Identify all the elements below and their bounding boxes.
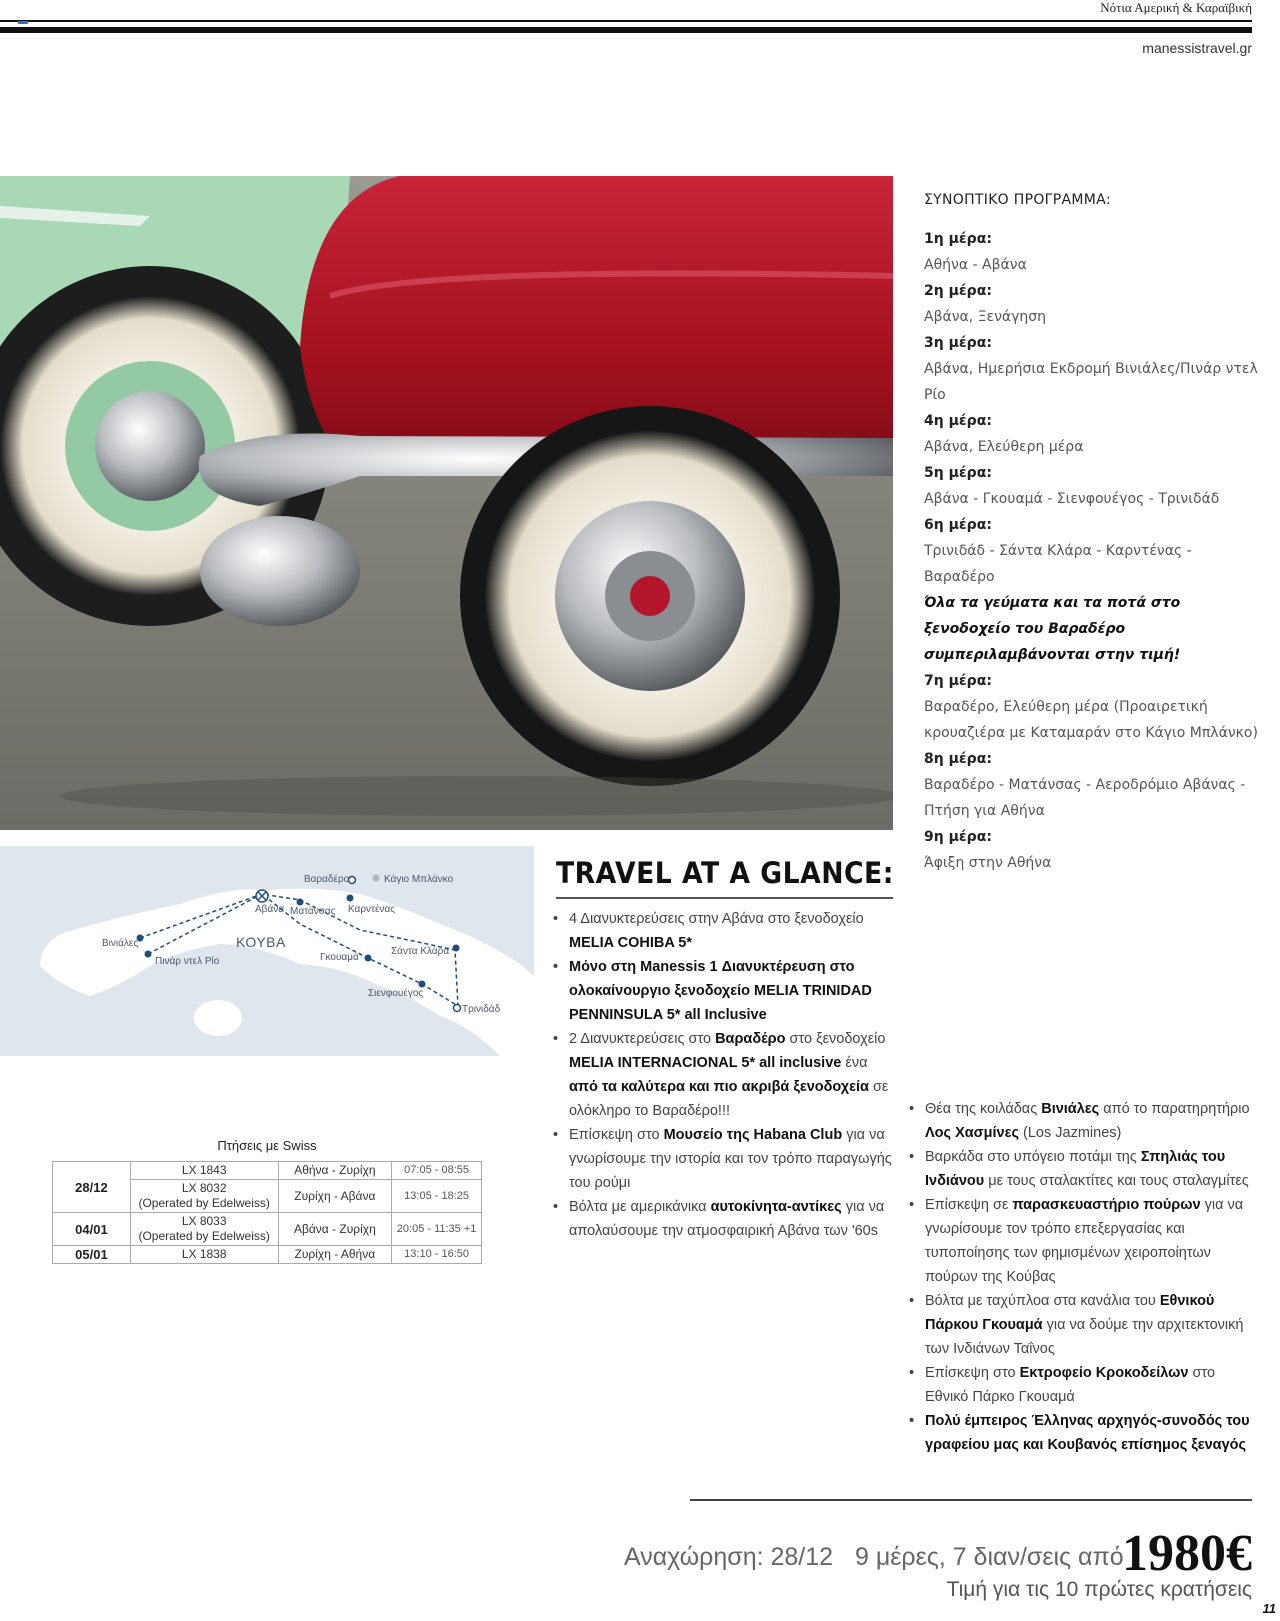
day-description: Βαραδέρο - Ματάνσας - Αεροδρόμιο Αβάνας - Πτήση για Αθήνα bbox=[924, 777, 1246, 819]
stop-guama bbox=[365, 955, 372, 962]
stop-santa-clara bbox=[453, 945, 460, 952]
bullet-text: Επίσκεψη στο bbox=[925, 1365, 1020, 1381]
bullet-emphasis: Εκτροφείο Κροκοδείλων bbox=[1019, 1365, 1189, 1381]
list-item bbox=[909, 1289, 1259, 1361]
flight-time: 13:05 - 18:25 bbox=[392, 1180, 482, 1213]
map-label-pinar: Πινάρ ντελ Ρίο bbox=[155, 956, 220, 967]
table-row bbox=[53, 1162, 482, 1180]
cuba-route-map bbox=[0, 846, 534, 1056]
stop-cardenas bbox=[347, 895, 354, 902]
list-item bbox=[553, 1123, 893, 1195]
bullet-emphasis: από τα καλύτερα και πιο ακριβά ξενοδοχεία bbox=[569, 1079, 869, 1095]
classic-car-photo bbox=[0, 176, 893, 830]
itinerary-day bbox=[924, 278, 1260, 330]
bullet-text: Θέα της κοιλάδας bbox=[925, 1101, 1042, 1117]
flight-date: 05/01 bbox=[53, 1246, 131, 1264]
day-description: Αβάνα - Γκουαμά - Σιενφουέγος - Τρινιδάδ bbox=[924, 491, 1220, 507]
flight-date: 04/01 bbox=[53, 1213, 131, 1246]
header-website: manessistravel.gr bbox=[1142, 40, 1252, 56]
price-divider bbox=[690, 1499, 1252, 1501]
isla-de-la-juventud bbox=[194, 1000, 242, 1036]
flight-time: 13:10 - 16:50 bbox=[392, 1246, 482, 1264]
stop-trinidad bbox=[454, 1005, 461, 1012]
bullet-text: για να απολαύσουμε την ατμοσφαιρική Αβάνα των '60s bbox=[569, 1199, 885, 1239]
flight-operator: (Operated by Edelweiss) bbox=[138, 1229, 270, 1243]
map-label-cienfuegos: Σιενφουέγος bbox=[368, 988, 424, 999]
stop-pinar bbox=[145, 951, 152, 958]
flight-time: 20:05 - 11:35 +1 bbox=[392, 1213, 482, 1246]
itinerary-day bbox=[924, 668, 1260, 746]
bullet-text: 2 Διανυκτερεύσεις στο bbox=[569, 1031, 716, 1047]
itinerary-day bbox=[924, 460, 1260, 512]
list-item bbox=[909, 1097, 1259, 1145]
itinerary-day bbox=[924, 512, 1260, 668]
bullet-emphasis: Σπηλιάς του Ινδιάνου bbox=[925, 1149, 1226, 1189]
bullet-text: για να γνωρίσουμε τον τρόπο επεξεργασίας και τυποποίησης των φημισμένων χειροποίητων πούρων της Κούβας bbox=[925, 1197, 1244, 1285]
itinerary-day bbox=[924, 408, 1260, 460]
day-description: Αβάνα, Ελεύθερη μέρα bbox=[924, 439, 1084, 455]
map-label-trinidad: Τρινιδάδ bbox=[462, 1004, 501, 1015]
itinerary-day bbox=[924, 746, 1260, 824]
itinerary-title: ΣΥΝΟΠΤΙΚΟ ΠΡΟΓΡΑΜΜΑ: bbox=[924, 192, 1112, 208]
stop-varadero bbox=[349, 877, 356, 884]
map-label-havana: Αβάνα bbox=[255, 904, 284, 915]
list-item bbox=[553, 1027, 893, 1123]
bullet-text: 4 Διανυκτερεύσεις στην Αβάνα στο ξενοδοχείο bbox=[569, 911, 864, 927]
bullet-text: Βόλτα με αμερικάνικα bbox=[569, 1199, 711, 1215]
bullet-emphasis: Εθνικού Πάρκου Γκουαμά bbox=[925, 1293, 1215, 1333]
flight-route: Ζυρίχη - Αθήνα bbox=[278, 1246, 392, 1264]
flight-number: LX 8033 bbox=[181, 1214, 227, 1228]
flight-route: Αβάνα - Ζυρίχη bbox=[278, 1213, 392, 1246]
day-description: Βαραδέρο, Ελεύθερη μέρα (Προαιρετική κρουαζιέρα με Καταμαράν στο Κάγιο Μπλάνκο) bbox=[924, 699, 1258, 741]
bullet-text: Επίσκεψη στο bbox=[569, 1127, 664, 1143]
bullet-text: στο ξενοδοχείο bbox=[785, 1031, 886, 1047]
flight-route: Ζυρίχη - Αβάνα bbox=[278, 1180, 392, 1213]
title-underline bbox=[556, 897, 893, 899]
flights-table bbox=[52, 1161, 482, 1264]
bullet-emphasis: Μουσείο της Habana Club bbox=[663, 1127, 843, 1143]
list-item bbox=[553, 907, 893, 955]
header-rule-thick bbox=[0, 27, 1252, 33]
highlights-list-left bbox=[553, 907, 893, 1243]
day-label: 7η μέρα: bbox=[924, 673, 992, 689]
header-rule-thin bbox=[0, 20, 1252, 22]
day-label: 1η μέρα: bbox=[924, 231, 992, 247]
bullet-text: (Los Jazmines) bbox=[1019, 1125, 1122, 1141]
bullet-text: για να δούμε την αρχιτεκτονική των Ινδιάνων Ταΐνος bbox=[925, 1317, 1244, 1357]
bullet-text: στο Εθνικό Πάρκο Γκουαμά bbox=[925, 1365, 1216, 1405]
price-amount: 1980€ bbox=[1122, 1525, 1252, 1582]
itinerary-day bbox=[924, 330, 1260, 408]
price-note: Τιμή για τις 10 πρώτες κρατήσεις bbox=[946, 1578, 1252, 1601]
travel-at-a-glance-title: TRAVEL AT A GLANCE: bbox=[556, 856, 894, 890]
header-accent-mark bbox=[18, 21, 28, 24]
map-label-cayo-blanco: Κάγιο Μπλάνκο bbox=[384, 874, 454, 885]
flight-time: 07:05 - 08:55 bbox=[392, 1162, 482, 1180]
bullet-text: Βόλτα με ταχύπλοα στα κανάλια του bbox=[925, 1293, 1160, 1309]
map-label-matanzas: Ματάνσας bbox=[290, 906, 336, 917]
day-label: 9η μέρα: bbox=[924, 829, 992, 845]
list-item bbox=[909, 1193, 1259, 1289]
map-label-vinales: Βινιάλες bbox=[102, 938, 139, 949]
flight-number-cell bbox=[130, 1213, 278, 1246]
stop-cienfuegos bbox=[419, 981, 426, 988]
list-item bbox=[553, 1195, 893, 1243]
header-section-title: Νότια Αμερική & Καραϊβική bbox=[1100, 0, 1252, 15]
map-country-label: ΚΟΥΒΑ bbox=[236, 934, 286, 950]
bullet-emphasis: MELIA INTERNACIONAL 5* all inclusive bbox=[569, 1055, 842, 1071]
day-label: 4η μέρα: bbox=[924, 413, 992, 429]
day-description: Τρινιδάδ - Σάντα Κλάρα - Καρντένας - Βαραδέρο bbox=[924, 543, 1192, 585]
day-description: Άφιξη στην Αθήνα bbox=[924, 855, 1052, 871]
list-item bbox=[909, 1361, 1259, 1409]
day-description: Αθήνα - Αβάνα bbox=[924, 257, 1027, 273]
day-label: 3η μέρα: bbox=[924, 335, 992, 351]
bullet-emphasis: Λος Χασμίνες bbox=[925, 1125, 1019, 1141]
day-label: 2η μέρα: bbox=[924, 283, 992, 299]
stop-cayo-blanco bbox=[373, 875, 380, 882]
bullet-emphasis: αυτοκίνητα-αντίκες bbox=[710, 1199, 842, 1215]
day-description: Αβάνα, Ημερήσια Εκδρομή Βινιάλες/Πινάρ ντελ Ρίο bbox=[924, 361, 1258, 403]
bullet-emphasis: παρασκευαστήριο πούρων bbox=[1012, 1197, 1201, 1213]
bullet-text: ένα bbox=[841, 1055, 868, 1071]
bullet-text: Επίσκεψη σε bbox=[925, 1197, 1013, 1213]
day-highlight-note: Όλα τα γεύματα και τα ποτά στο ξενοδοχείο του Βαραδέρο συμπεριλαμβάνονται στην τιμή! bbox=[924, 595, 1181, 663]
day-label: 6η μέρα: bbox=[924, 517, 992, 533]
day-label: 8η μέρα: bbox=[924, 751, 992, 767]
itinerary-day bbox=[924, 824, 1260, 876]
bullet-emphasis: Βαραδέρο bbox=[715, 1031, 786, 1047]
bullet-emphasis: MELIA COHIBA 5* bbox=[569, 935, 692, 951]
highlights-list-right bbox=[909, 1097, 1259, 1457]
flight-number: LX 1843 bbox=[130, 1162, 278, 1180]
flight-route: Αθήνα - Ζυρίχη bbox=[278, 1162, 392, 1180]
flight-number: LX 1838 bbox=[130, 1246, 278, 1264]
day-label: 5η μέρα: bbox=[924, 465, 992, 481]
list-item: • Πολύ έμπειρος Έλληνας αρχηγός-συνοδός του γραφείου μας και Κουβανός επίσημος ξεναγός bbox=[909, 1409, 1259, 1457]
table-row bbox=[53, 1213, 482, 1246]
map-label-varadero: Βαραδέρο bbox=[304, 874, 350, 885]
departure-date: Αναχώρηση: 28/12 bbox=[624, 1543, 834, 1571]
bullet-text: από το παρατηρητήριο bbox=[1099, 1101, 1250, 1117]
flight-number: LX 8032 bbox=[181, 1181, 227, 1195]
bullet-text: σε ολόκληρο το Βαραδέρο!!! bbox=[569, 1079, 889, 1119]
itinerary-summary bbox=[924, 192, 1260, 876]
page-number: 11 bbox=[1262, 1601, 1276, 1616]
bullet-emphasis: Βινιάλες bbox=[1041, 1101, 1100, 1117]
bullet-text: για να γνωρίσουμε την ιστορία και τον τρόπο παραγωγής του ρούμι bbox=[569, 1127, 892, 1191]
flights-title: Πτήσεις με Swiss bbox=[217, 1138, 317, 1153]
list-item bbox=[909, 1145, 1259, 1193]
flight-number-cell bbox=[130, 1180, 278, 1213]
day-description: Αβάνα, Ξενάγηση bbox=[924, 309, 1047, 325]
bullet-text: Βαρκάδα στο υπόγειο ποτάμι της bbox=[925, 1149, 1141, 1165]
map-label-cardenas: Καρντένας bbox=[348, 904, 396, 915]
flight-date: 28/12 bbox=[53, 1162, 131, 1213]
trip-duration: 9 μέρες, 7 διαν/σεις από bbox=[855, 1543, 1124, 1571]
list-item: • Μόνο στη Manessis 1 Διανυκτέρευση στο ολοκαίνουργιο ξενοδοχείο MELIA TRINIDAD PENNINSULA 5* all Inclusive bbox=[553, 955, 893, 1027]
flight-operator: (Operated by Edelweiss) bbox=[138, 1196, 270, 1210]
itinerary-day bbox=[924, 226, 1260, 278]
map-label-guama: Γκουαμά bbox=[320, 952, 359, 963]
stop-matanzas bbox=[297, 899, 304, 906]
bullet-text: με τους σταλακτίτες και τους σταλαγμίτες bbox=[984, 1173, 1249, 1189]
map-label-santa-clara: Σάντα Κλάρα bbox=[391, 946, 450, 957]
table-row bbox=[53, 1246, 482, 1264]
